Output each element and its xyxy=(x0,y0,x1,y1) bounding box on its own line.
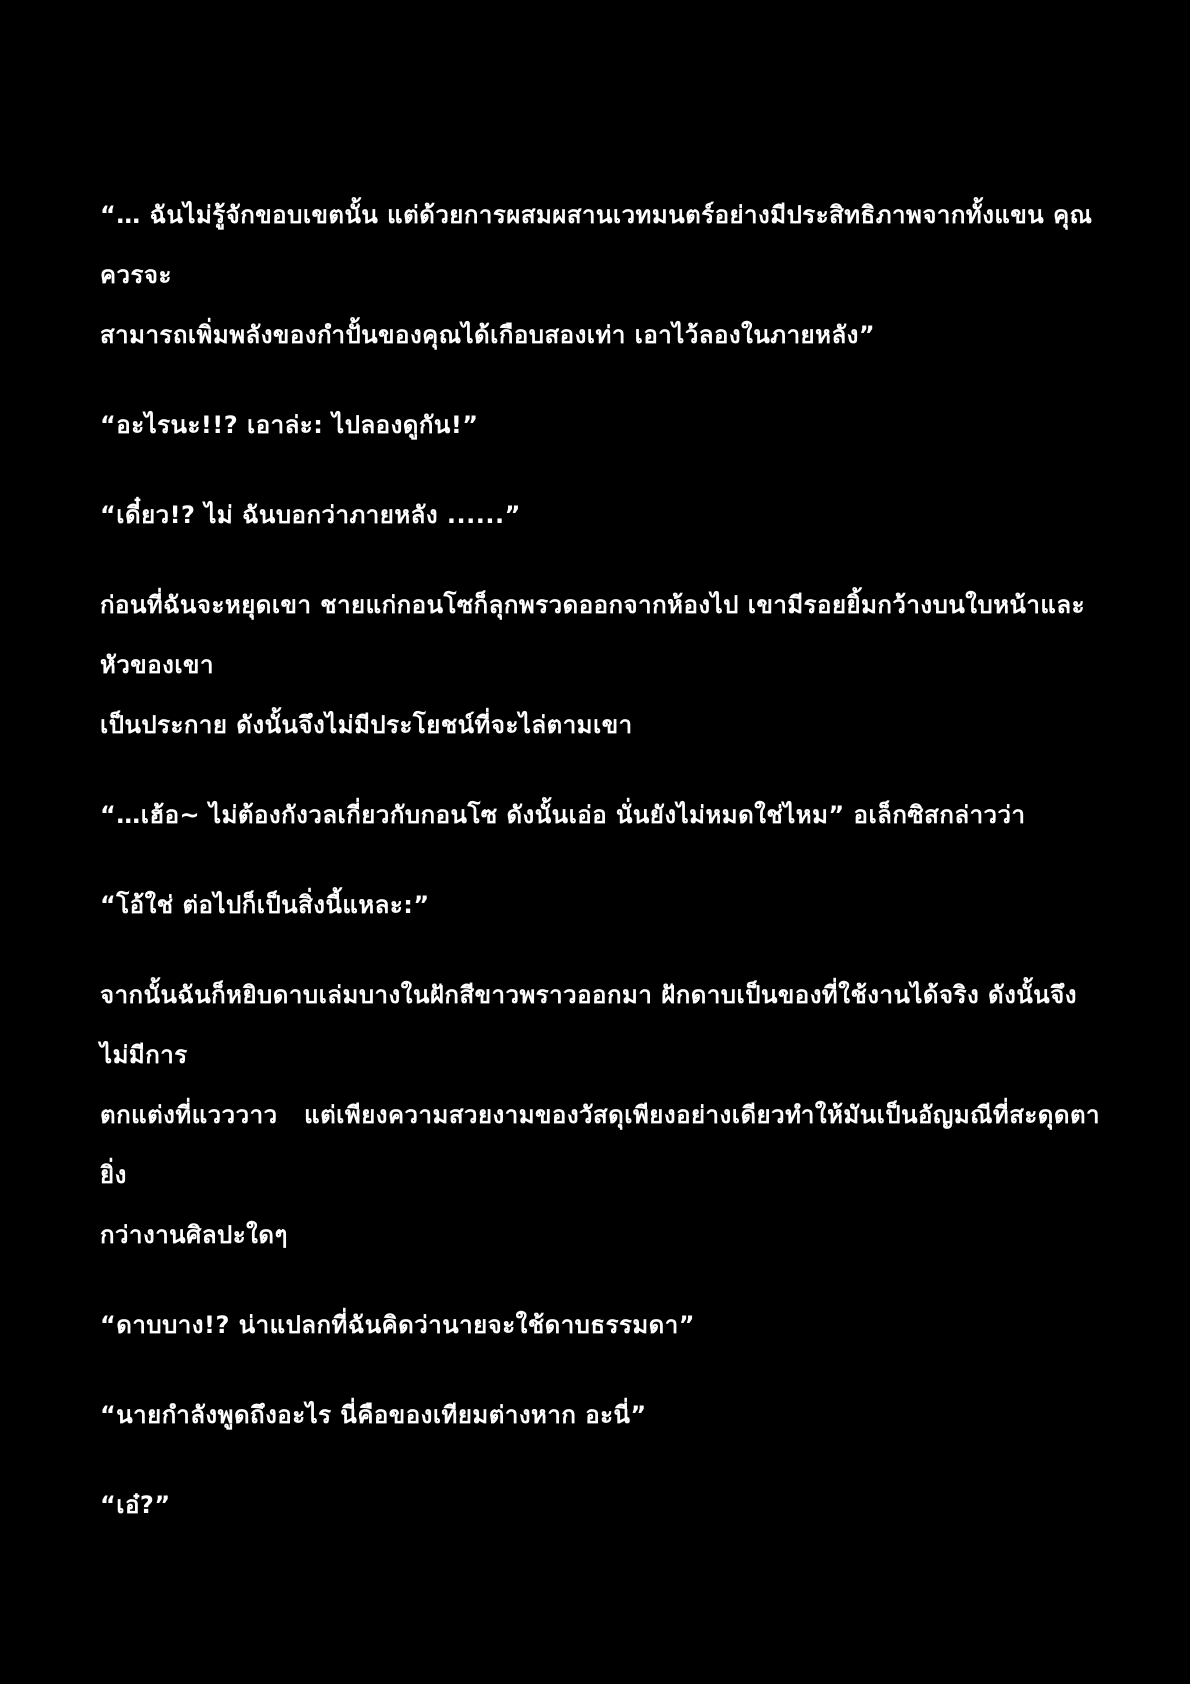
paragraph-dialogue-wait xyxy=(100,485,1110,545)
text-line: ก่อนที่ฉันจะหยุดเขา ชายแก่กอนโซก็ลุกพรวดออกจากห้องไป เขามีรอยยิ้มกว้างบนใบหน้าและหัวของเขา xyxy=(100,591,1085,679)
text-line: “เดี๋ยว!? ไม่ ฉันบอกว่าภายหลัง ......” xyxy=(100,501,521,529)
text-line: ตกแต่งที่แวววาว แต่เพียงความสวยงามของวัสดุเพียงอย่างเดียวทำให้มันเป็นอัญมณีที่สะดุดตายิ่ง xyxy=(100,1101,1101,1189)
paragraph-dialogue-alexis xyxy=(100,785,1110,845)
text-line: เป็นประกาย ดังนั้นจึงไม่มีประโยชน์ที่จะไล่ตามเขา xyxy=(100,711,633,739)
text-line: “เอ๋?” xyxy=(100,1491,171,1519)
paragraph-dialogue-what xyxy=(100,395,1110,455)
text-line: “โอ้ใช่ ต่อไปก็เป็นสิ่งนี้แหละ:” xyxy=(100,891,430,919)
paragraph-dialogue-eh xyxy=(100,1475,1110,1535)
paragraph-dialogue-fake xyxy=(100,1385,1110,1445)
paragraph-narration-gonzo-leaves xyxy=(100,575,1110,755)
text-line: กว่างานศิลปะใดๆ xyxy=(100,1221,288,1249)
text-line: “ดาบบาง!? น่าแปลกที่ฉันคิดว่านายจะใช้ดาบธรรมดา” xyxy=(100,1311,696,1339)
text-line: จากนั้นฉันก็หยิบดาบเล่มบางในฝักสีขาวพราวออกมา ฝักดาบเป็นของที่ใช้งานได้จริง ดังนั้นจึงไม่มีการ xyxy=(100,981,1077,1069)
paragraph-dialogue-thin-sword xyxy=(100,1295,1110,1355)
paragraph-dialogue-magic-explanation xyxy=(100,185,1110,365)
text-line: “… ฉันไม่รู้จักขอบเขตนั้น แต่ด้วยการผสมผสานเวทมนตร์อย่างมีประสิทธิภาพจากทั้งแขน คุณควรจะ xyxy=(100,201,1093,289)
text-line: “นายกำลังพูดถึงอะไร นี่คือของเทียมต่างหาก อะนี่” xyxy=(100,1401,647,1429)
text-line: สามารถเพิ่มพลังของกำปั้นของคุณได้เกือบสองเท่า เอาไว้ลองในภายหลัง” xyxy=(100,321,876,349)
paragraph-narration-sword xyxy=(100,965,1110,1265)
paragraph-dialogue-next-item xyxy=(100,875,1110,935)
text-line: “…เฮ้อ~ ไม่ต้องกังวลเกี่ยวกับกอนโซ ดังนั้นเอ่อ นั่นยังไม่หมดใช่ไหม” อเล็กซิสกล่าวว่า xyxy=(100,801,1026,829)
text-line: “อะไรนะ!!? เอาล่ะ: ไปลองดูกัน!” xyxy=(100,411,479,439)
